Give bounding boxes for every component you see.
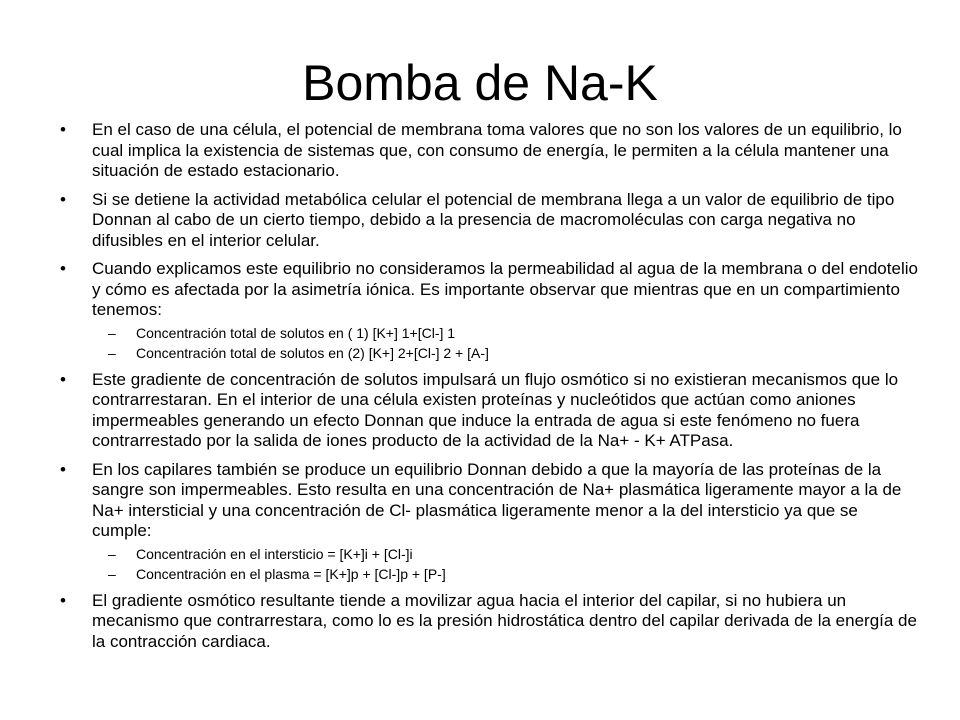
bullet-marker: •: [60, 259, 66, 278]
sub-bullet-item: [92, 565, 920, 583]
bullet-item: [58, 370, 920, 452]
bullet-text: Este gradiente de concentración de solutos impulsará un flujo osmótico si no existieran mecanismos que lo contrarrestaran. En el interior de una célula existen proteínas y nucleótidos que actúan como aniones impermeables generando un efecto Donnan que induce la entrada de agua si este fenómeno no fuera contrarrestado por la salida de iones producto de la actividad de la Na+ - K+ ATPasa.: [92, 369, 899, 450]
sub-bullet-marker: –: [108, 324, 116, 341]
bullet-marker: •: [60, 189, 66, 209]
bullet-item: [58, 460, 920, 583]
sub-bullet-marker: –: [108, 545, 116, 562]
bullet-text: Si se detiene la actividad metabólica celular el potencial de membrana llega a un valor de equilibrio de tipo Donnan al cabo de un cierto tiempo, debido a la presencia de macromoléculas con carga negativa no difusibles en el interior celular.: [92, 189, 895, 250]
sub-bullet-text: Concentración total de solutos en ( 1) [K+] 1+[Cl-] 1: [136, 324, 456, 341]
bullet-text: El gradiente osmótico resultante tiende a movilizar agua hacia el interior del capilar, si no hubiera un mecanismo que contrarrestara, como lo es la presión hidrostática dentro del capilar derivada de la energía de la contracción cardiaca.: [92, 590, 917, 651]
bullet-item: [58, 120, 920, 182]
sub-bullet-list: [92, 324, 920, 362]
bullet-marker: •: [60, 459, 66, 479]
sub-bullet-item: [92, 545, 920, 563]
bullet-text: Cuando explicamos este equilibrio no consideramos la permeabilidad al agua de la membrana o del endotelio y cómo es afectada por la asimetría iónica. Es importante observar que mientras que en un compartimiento tenemos:: [92, 259, 918, 319]
slide-title: Bomba de Na-K: [302, 55, 658, 111]
sub-bullet-text: Concentración en el plasma = [K+]p + [Cl-]p + [P-]: [136, 565, 446, 582]
bullet-list: [58, 120, 920, 660]
sub-bullet-item: [92, 344, 920, 362]
bullet-marker: •: [60, 369, 66, 389]
bullet-item: [58, 190, 920, 252]
sub-bullet-marker: –: [108, 565, 116, 582]
bullet-marker: •: [60, 120, 66, 139]
bullet-text: En el caso de una célula, el potencial de membrana toma valores que no son los valores de un equilibrio, lo cual implica la existencia de sistemas que, con consumo de energía, le permiten a la célula mantener una situación de estado estacionario.: [92, 120, 902, 180]
sub-bullet-list: [92, 545, 920, 583]
bullet-text: En los capilares también se produce un equilibrio Donnan debido a que la mayoría de las proteínas de la sangre son impermeables. Esto resulta en una concentración de Na+ plasmática ligeramente mayor a la de Na+ intersticial y una concentración de Cl- plasmática ligeramente menor a la del intersticio ya que se cumple:: [92, 459, 902, 540]
bullet-item: [58, 591, 920, 653]
bullet-marker: •: [60, 590, 66, 610]
sub-bullet-item: [92, 324, 920, 342]
sub-bullet-text: Concentración total de solutos en (2) [K+] 2+[Cl-] 2 + [A-]: [136, 344, 489, 361]
bullet-item: [58, 259, 920, 362]
sub-bullet-text: Concentración en el intersticio = [K+]i + [Cl-]i: [136, 545, 413, 562]
sub-bullet-marker: –: [108, 344, 116, 361]
